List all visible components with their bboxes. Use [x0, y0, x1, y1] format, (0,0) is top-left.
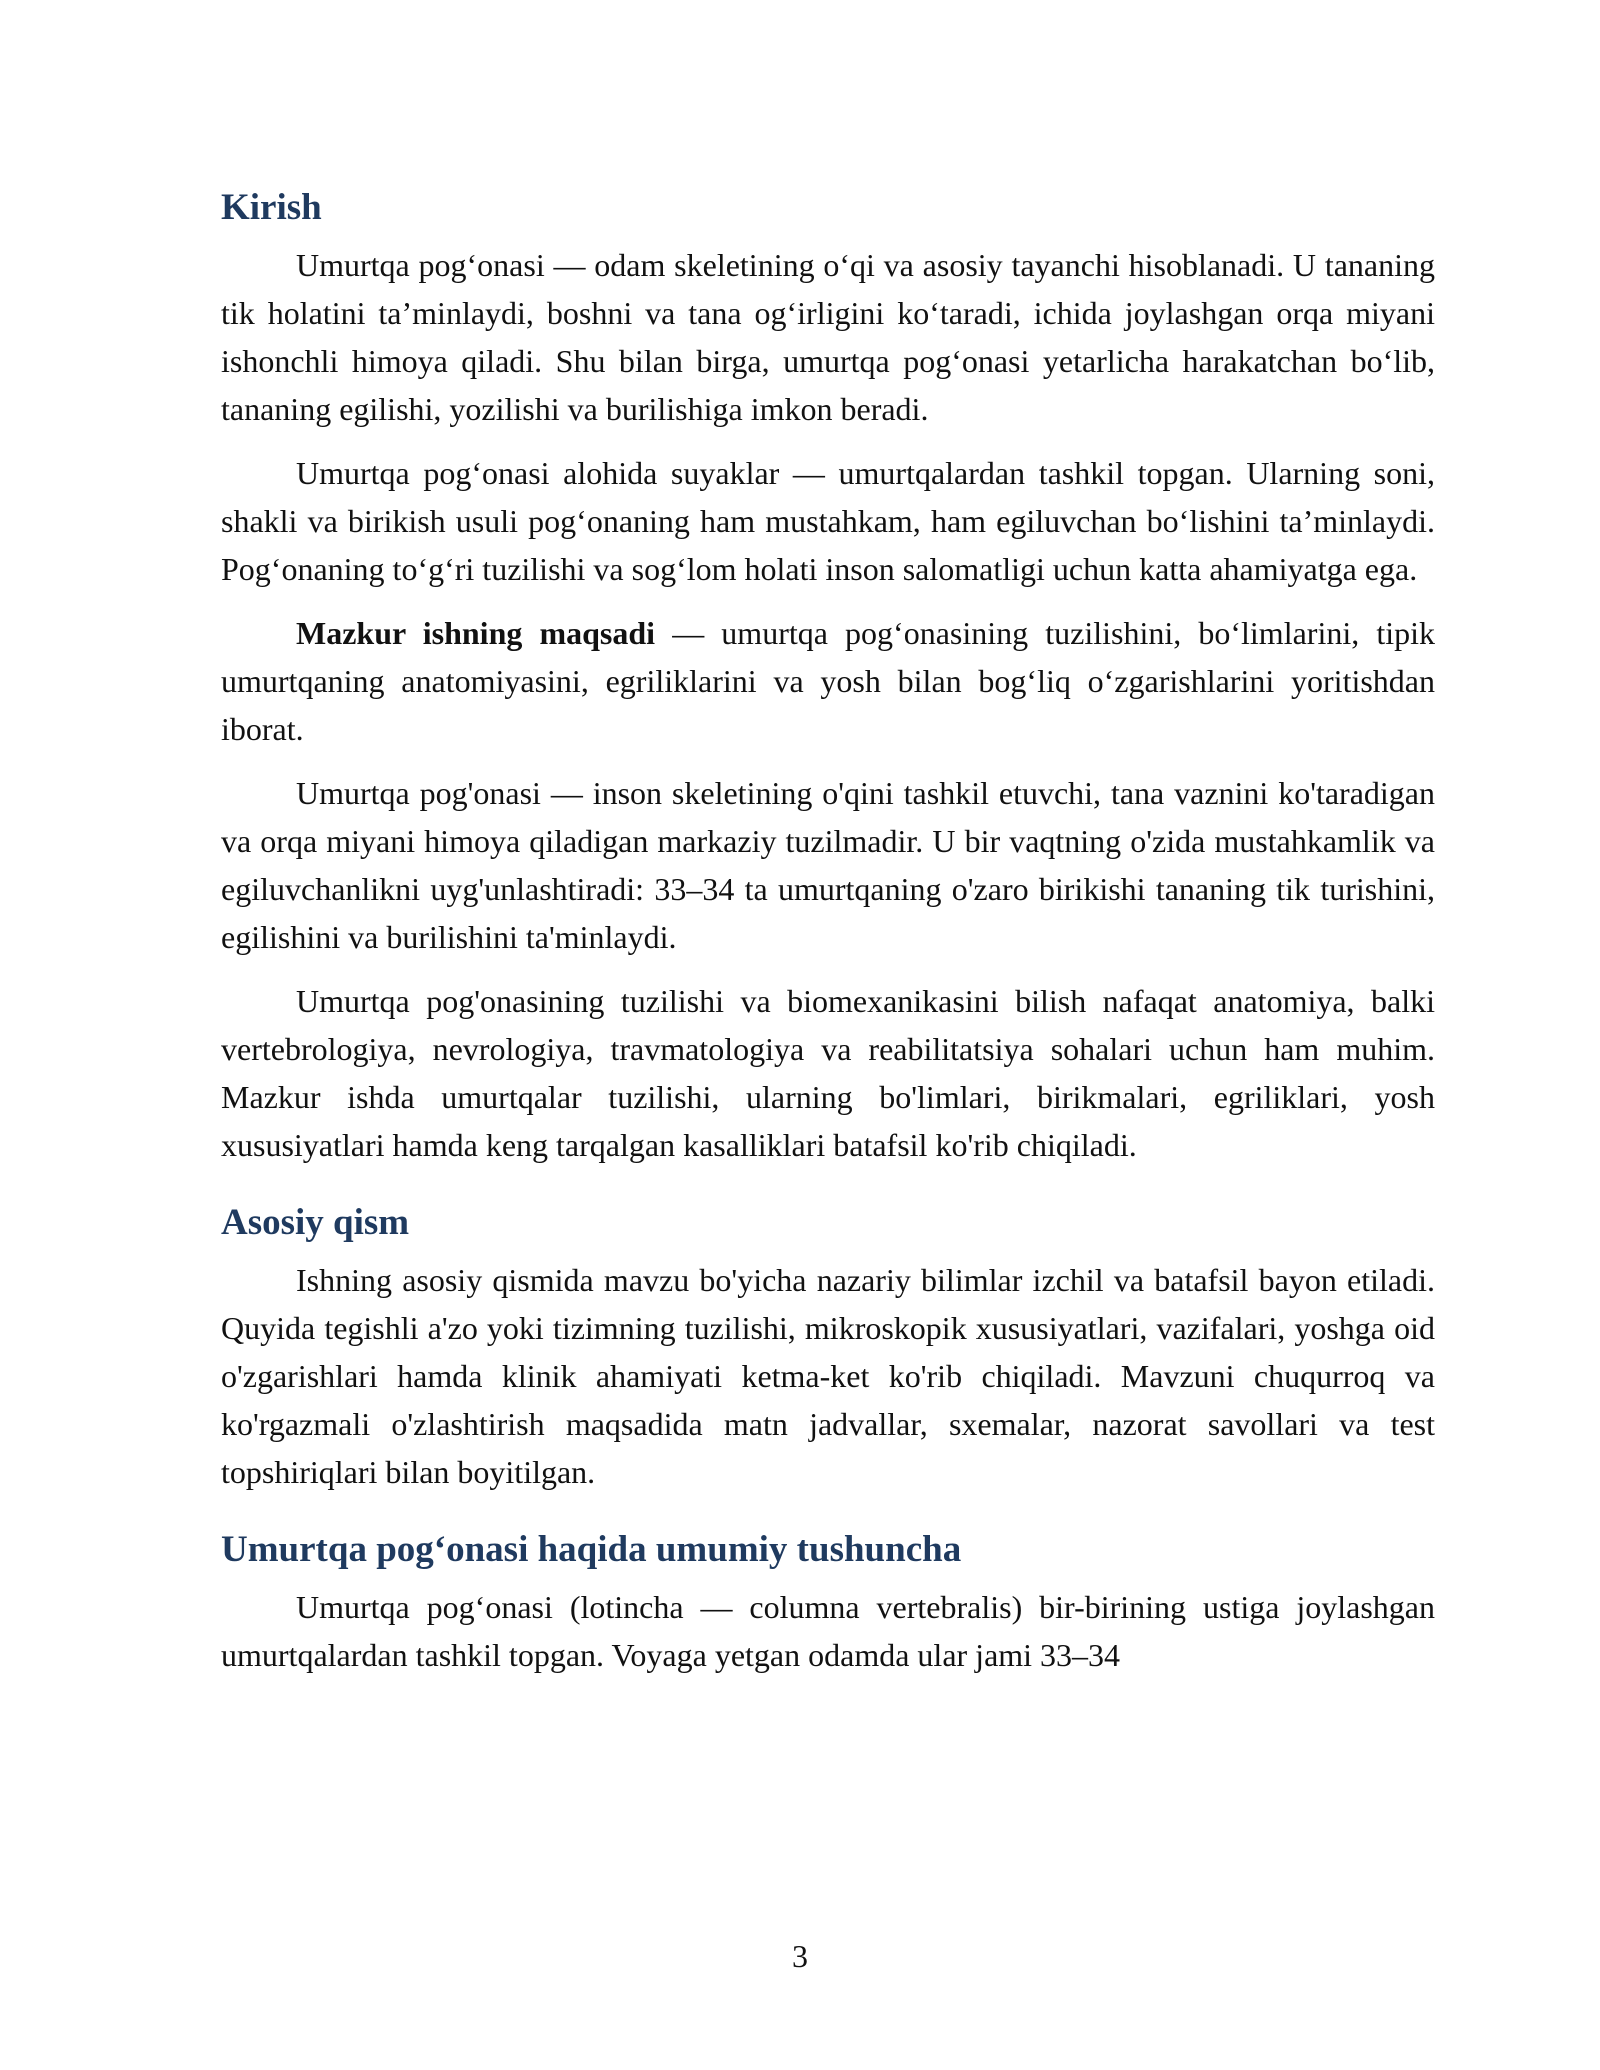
umumiy-paragraph-1: Umurtqa pog‘onasi (lotincha — columna vertebralis) bir-birining ustiga joylashgan umurtqalardan tashkil topgan. Voyaga yetgan odamda ular jami 33–34	[221, 1589, 1435, 1673]
maqsad-text: — umurtqa pog‘onasining tuzilishini, bo‘limlarini, tipik umurtqaning anatomiyasini, egriliklarini va yosh bilan bog‘liq o‘zgarishlarini yoritishdan iborat.	[221, 615, 1436, 747]
kirish-paragraph-2: Umurtqa pog‘onasi alohida suyaklar — umurtqalardan tashkil topgan. Ularning soni, shakli va birikish usuli pog‘onaning ham mustahkam, ham egiluvchan bo‘lishini ta’minlaydi. Pog‘onaning to‘g‘ri tuzilishi va sog‘lom holati inson salomatligi uchun katta ahamiyatga ega.	[221, 455, 1435, 587]
kirish-paragraph-4: Umurtqa pog'onasi — inson skeletining o'qini tashkil etuvchi, tana vaznini ko'taradigan va orqa miyani himoya qiladigan markaziy tuzilmadir. U bir vaqtning o'zida mustahkamlik va egiluvchanlikni uyg'unlashtiradi: 33–34 ta umurtqaning o'zaro birikishi tananing tik turishini, egilishini va burilishini ta'minlaydi.	[221, 775, 1435, 955]
page-content	[221, 184, 1435, 1695]
kirish-paragraph-5: Umurtqa pog'onasining tuzilishi va biomexanikasini bilish nafaqat anatomiya, balki vertebrologiya, nevrologiya, travmatologiya va reabilitatsiya sohalari uchun ham muhim. Mazkur ishda umurtqalar tuzilishi, ularning bo'limlari, birikmalari, egriliklari, yosh xususiyatlari hamda keng tarqalgan kasalliklari batafsil ko'rib chiqiladi.	[221, 983, 1435, 1163]
heading-asosiy-qism: Asosiy qism	[221, 1202, 410, 1243]
heading-umumiy-tushuncha: Umurtqa pog‘onasi haqida umumiy tushuncha	[221, 1529, 962, 1570]
asosiy-paragraph-1: Ishning asosiy qismida mavzu bo'yicha nazariy bilimlar izchil va batafsil bayon etiladi. Quyida tegishli a'zo yoki tizimning tuzilishi, mikroskopik xususiyatlari, vazifalari, yoshga oid o'zgarishlari hamda klinik ahamiyati ketma-ket ko'rib chiqiladi. Mavzuni chuqurroq va ko'rgazmali o'zlashtirish maqsadida matn jadvallar, sxemalar, nazorat savollari va test topshiriqlari bilan boyitilgan.	[221, 1262, 1435, 1490]
page-number: 3	[792, 1938, 808, 1974]
kirish-paragraph-3	[221, 609, 1435, 753]
maqsad-bold-phrase: Mazkur ishning maqsadi	[296, 615, 656, 651]
heading-kirish: Kirish	[221, 187, 322, 228]
kirish-paragraph-1: Umurtqa pog‘onasi — odam skeletining o‘qi va asosiy tayanchi hisoblanadi. U tananing tik holatini ta’minlaydi, boshni va tana og‘irligini ko‘taradi, ichida joylashgan orqa miyani ishonchli himoya qiladi. Shu bilan birga, umurtqa pog‘onasi yetarlicha harakatchan bo‘lib, tananing egilishi, yozilishi va burilishiga imkon beradi.	[221, 247, 1435, 427]
